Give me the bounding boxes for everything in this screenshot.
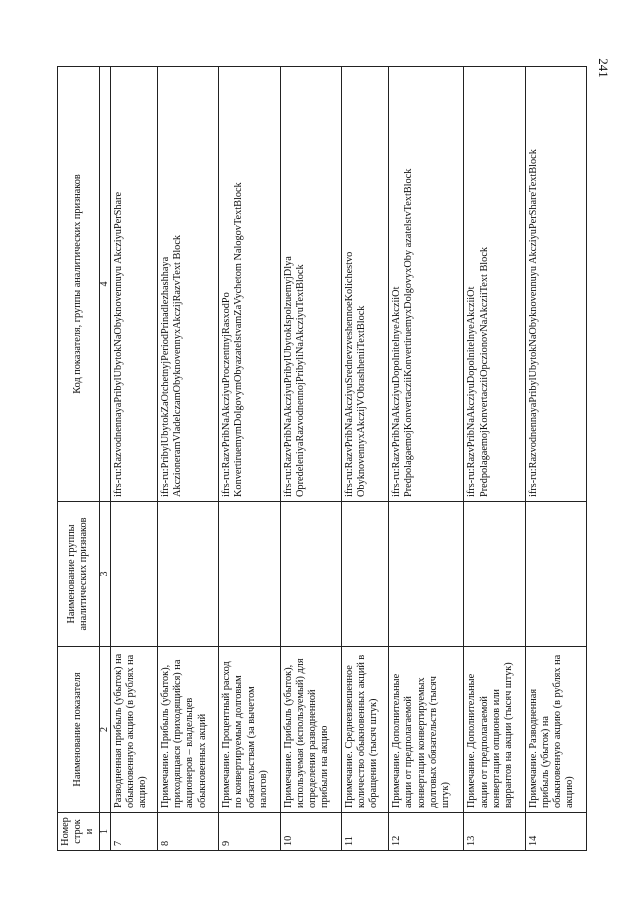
row-number-cell: 8 [157, 813, 218, 851]
code-cell: ifrs-ru:RazvodnennayaPribylUbytokNaObyknovennuyu AkcziyuPerShareTextBlock [525, 67, 586, 502]
table-row [389, 67, 464, 851]
table-row [525, 67, 586, 851]
table-row [110, 67, 157, 851]
indicator-name-cell: Примечание. Средневзвешенное количество обыкновенных акций в обращении (тысяч штук) [341, 647, 388, 813]
table-row [280, 67, 341, 851]
table-row [341, 67, 388, 851]
column-number: 1 [99, 813, 110, 851]
column-number: 2 [99, 647, 110, 813]
indicator-name-cell: Примечание. Прибыль (убыток), приходящаяся (приходящийся) на акционеров – владельцев обыкновенных акций [157, 647, 218, 813]
group-name-cell [341, 502, 388, 647]
group-name-cell [525, 502, 586, 647]
indicator-table [57, 66, 587, 851]
indicator-name-cell: Примечание. Дополнительные акции от предполагаемой конвертации опционов или варрантов на акции (тысяч штук) [464, 647, 525, 813]
row-number-cell: 14 [525, 813, 586, 851]
group-name-cell [110, 502, 157, 647]
table-row [219, 67, 280, 851]
group-name-cell [464, 502, 525, 647]
code-cell: ifrs-ru:RazvPribNaAkcziyuPribylUbytokIspolzuemyjDlya OpredeleniyaRazvodnennojPribyliNaAkcziyuTextBlock [280, 67, 341, 502]
code-cell: ifrs-ru:RazvPribNaAkcziyuDopolnitelnyeAkcziiOt PredpolagaemojKonvertacziiKonvertiruemyxDolgovyxOby azatelstvTextBlock [389, 67, 464, 502]
indicator-name-cell: Примечание. Разводненная прибыль (убыток) на обыкновенную акцию (в рублях на акцию) [525, 647, 586, 813]
group-name-cell [157, 502, 218, 647]
indicator-name-cell: Примечание. Дополнительные акции от предполагаемой конвертации конвертируемых долговых обязательств (тысяч штук) [389, 647, 464, 813]
column-number: 4 [99, 67, 110, 502]
code-cell: ifrs-ru:RazvPribNaAkcziyuDopolnitelnyeAkcziiOt PredpolagaemojKonvertacziiOpczionovNaAkcziiText Block [464, 67, 525, 502]
code-cell: ifrs-ru:RazvPribNaAkcziyuSrednevzveshennoeKolichestvo ObyknovennyxAkczijVObrashheniiTextBlock [341, 67, 388, 502]
group-name-cell [389, 502, 464, 647]
row-number-cell: 7 [110, 813, 157, 851]
column-number: 3 [99, 502, 110, 647]
group-name-cell [219, 502, 280, 647]
column-number-row [99, 67, 110, 851]
header-row-number: Номер строки [58, 813, 100, 851]
table-body [110, 67, 586, 851]
code-cell: ifrs-ru:PribylUbytokZaOtchetnyjPeriodPrinadlezhashhaya AkczioneramVladelczamObyknovennyxAkczijRazvText Block [157, 67, 218, 502]
header-code: Код показателя, группы аналитических признаков [58, 67, 100, 502]
table-row [157, 67, 218, 851]
indicator-name-cell: Примечание. Прибыль (убыток), используемая (используемый) для определения разводненной прибыли на акцию [280, 647, 341, 813]
row-number-cell: 10 [280, 813, 341, 851]
code-cell: ifrs-ru:RazvodnennayaPribylUbytokNaObyknovennuyu AkcziyuPerShare [110, 67, 157, 502]
header-row [58, 67, 100, 851]
row-number-cell: 13 [464, 813, 525, 851]
table-container [57, 67, 640, 846]
page-number: 241 [595, 58, 611, 78]
row-number-cell: 11 [341, 813, 388, 851]
indicator-name-cell: Разводненная прибыль (убыток) на обыкновенную акцию (в рублях на акцию) [110, 647, 157, 813]
header-indicator-name: Наименование показателя [58, 647, 100, 813]
code-cell: ifrs-ru:RazvPribNaAkcziyuProczentnyjRasxodPo KonvertiruemymDolgovymObyazatelstvamZaVychetom NalogovTextBlock [219, 67, 280, 502]
indicator-name-cell: Примечание. Процентный расход по конвертируемым долговым обязательствам (за вычетом налогов) [219, 647, 280, 813]
rotated-table [57, 67, 587, 851]
group-name-cell [280, 502, 341, 647]
row-number-cell: 9 [219, 813, 280, 851]
header-group-name: Наименование группы аналитических признаков [58, 502, 100, 647]
row-number-cell: 12 [389, 813, 464, 851]
table-row [464, 67, 525, 851]
